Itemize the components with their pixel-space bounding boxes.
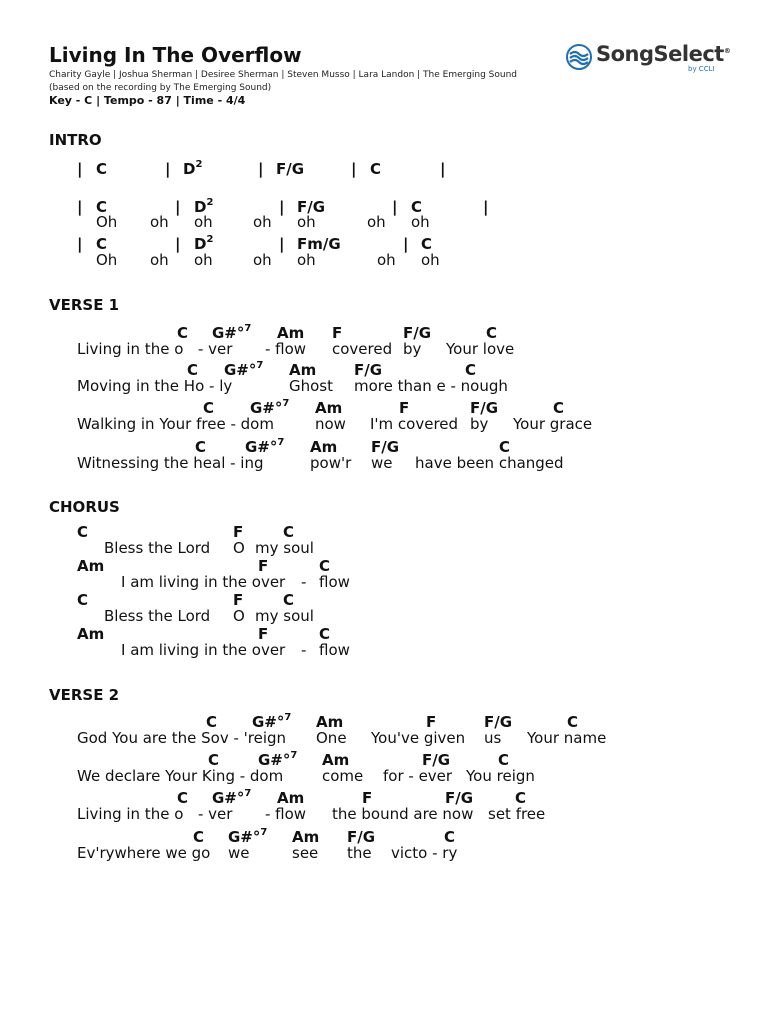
section-verse-2: VERSE 2 xyxy=(49,686,120,704)
lyric-fragment: Oh xyxy=(96,213,118,231)
lyric-fragment: Your grace xyxy=(513,415,593,433)
lyric-fragment: oh xyxy=(253,213,272,231)
chord-symbol: G#°$^7$ xyxy=(224,360,264,379)
chord-symbol: G#°$^7$ xyxy=(245,437,285,456)
lyric-fragment: flow xyxy=(319,641,350,659)
chord-symbol: Am xyxy=(77,625,105,643)
chord-symbol: C xyxy=(498,751,510,769)
chord-symbol: Am xyxy=(292,828,320,846)
chord-symbol: F/G xyxy=(422,751,451,769)
chord-symbol: C xyxy=(421,235,433,253)
lyric-fragment: O xyxy=(233,539,245,557)
chord-symbol: G#°$^7$ xyxy=(250,398,290,417)
chord-symbol: Am xyxy=(310,438,338,456)
chord-symbol: C xyxy=(499,438,511,456)
chord-symbol: Am xyxy=(315,399,343,417)
lyric-fragment: Bless the Lord xyxy=(104,607,211,625)
chord-symbol: Am xyxy=(316,713,344,731)
lyric-fragment: oh xyxy=(253,251,272,269)
lyric-fragment: I am living in the over xyxy=(121,573,286,591)
lyric-fragment: oh xyxy=(377,251,396,269)
lyric-fragment: - ver xyxy=(198,340,233,358)
chord-symbol: C xyxy=(515,789,527,807)
lyric-fragment: more than e - nough xyxy=(354,377,508,395)
bar-line: | xyxy=(77,235,83,253)
lyric-fragment: oh xyxy=(150,213,169,231)
lyric-fragment: victo - ry xyxy=(391,844,458,862)
lyric-fragment: Moving in the Ho - ly xyxy=(77,377,233,395)
lyric-fragment: Walking in Your free - dom xyxy=(77,415,274,433)
bar-line: | xyxy=(279,235,285,253)
lyric-fragment: covered xyxy=(332,340,393,358)
lyric-fragment: pow'r xyxy=(310,454,352,472)
chord-symbol: F xyxy=(233,523,244,541)
song-title: Living In The Overflow xyxy=(49,43,302,67)
chord-symbol: G#°$^7$ xyxy=(228,827,268,846)
chord-symbol: C xyxy=(553,399,565,417)
bar-line: | xyxy=(279,198,285,216)
lyric-fragment: my soul xyxy=(255,607,314,625)
bar-line: | xyxy=(403,235,409,253)
lyric-fragment: One xyxy=(316,729,347,747)
lyric-fragment: oh xyxy=(297,213,316,231)
chord-symbol: F xyxy=(399,399,410,417)
chord-symbol: C xyxy=(96,235,108,253)
bar-line: | xyxy=(483,198,489,216)
lyric-fragment: - ver xyxy=(198,805,233,823)
lyric-fragment: - xyxy=(301,573,307,591)
chord-symbol: F/G xyxy=(347,828,376,846)
lyric-fragment: oh xyxy=(150,251,169,269)
chord-symbol: C xyxy=(177,324,189,342)
chord-symbol: F/G xyxy=(403,324,432,342)
bar-line: | xyxy=(258,160,264,178)
lyric-fragment: now xyxy=(315,415,346,433)
section-verse-1: VERSE 1 xyxy=(49,296,120,314)
chord-symbol: F xyxy=(233,591,244,609)
lyric-fragment: oh xyxy=(194,251,213,269)
recording-note: (based on the recording by The Emerging Sound) xyxy=(49,83,272,93)
section-chorus: CHORUS xyxy=(49,498,120,516)
chord-symbol: C xyxy=(444,828,456,846)
chord-symbol: C xyxy=(187,361,199,379)
chord-symbol: C xyxy=(283,523,295,541)
lyric-fragment: flow xyxy=(319,573,350,591)
lyric-fragment: oh xyxy=(297,251,316,269)
lyric-fragment: I'm covered xyxy=(370,415,459,433)
lyric-fragment: for - ever xyxy=(383,767,453,785)
lyric-fragment: You've given xyxy=(371,729,466,747)
chord-symbol: C xyxy=(203,399,215,417)
lyric-fragment: us xyxy=(484,729,502,747)
chord-symbol: G#°$^7$ xyxy=(212,323,252,342)
chord-symbol: F xyxy=(258,625,269,643)
lyric-fragment: Witnessing the heal - ing xyxy=(77,454,264,472)
lyric-fragment: see xyxy=(292,844,319,862)
lyric-fragment: have been changed xyxy=(415,454,564,472)
bar-line: | xyxy=(392,198,398,216)
chord-symbol: Fm/G xyxy=(297,235,341,253)
chord-symbol: C xyxy=(319,557,331,575)
chord-symbol: C xyxy=(319,625,331,643)
lyric-fragment: Bless the Lord xyxy=(104,539,211,557)
chord-symbol: $D^2$ xyxy=(194,197,214,216)
bar-line: | xyxy=(175,235,181,253)
chord-symbol: G#°$^7$ xyxy=(258,750,298,769)
song-authors: Charity Gayle | Joshua Sherman | Desiree Sherman | Steven Musso | Lara Landon | The Emerging Sound xyxy=(49,70,518,80)
chord-symbol: C xyxy=(77,523,89,541)
chord-symbol: F/G xyxy=(354,361,383,379)
chord-symbol: C xyxy=(96,198,108,216)
section-intro: INTRO xyxy=(49,131,102,149)
logo-brand: SongSelect® xyxy=(596,42,731,66)
chord-symbol: C xyxy=(193,828,205,846)
lyric-fragment: we xyxy=(228,844,250,862)
lyric-fragment: we xyxy=(371,454,393,472)
chord-symbol: C xyxy=(283,591,295,609)
chord-symbol: C xyxy=(96,160,108,178)
lyric-fragment: Oh xyxy=(96,251,118,269)
bar-line: | xyxy=(77,160,83,178)
chord-symbol: C xyxy=(177,789,189,807)
lyric-fragment: set free xyxy=(488,805,546,823)
lyric-fragment: my soul xyxy=(255,539,314,557)
chord-symbol: C xyxy=(411,198,423,216)
lyric-fragment: Your name xyxy=(527,729,607,747)
songselect-icon xyxy=(566,44,592,70)
lyric-fragment: Living in the o xyxy=(77,340,184,358)
lyric-fragment: We declare Your King - dom xyxy=(77,767,284,785)
bar-line: | xyxy=(440,160,446,178)
lyric-fragment: God You are the Sov - 'reign xyxy=(77,729,287,747)
chord-symbol: Am xyxy=(277,324,305,342)
lyric-fragment: come xyxy=(322,767,364,785)
chord-symbol: F/G xyxy=(371,438,400,456)
bar-line: | xyxy=(165,160,171,178)
chord-symbol: Am xyxy=(277,789,305,807)
chord-symbol: C xyxy=(486,324,498,342)
chord-symbol: Am xyxy=(77,557,105,575)
lyric-fragment: I am living in the over xyxy=(121,641,286,659)
bar-line: | xyxy=(351,160,357,178)
lyric-fragment: the xyxy=(347,844,372,862)
chord-symbol: F/G xyxy=(297,198,326,216)
chord-symbol: G#°$^7$ xyxy=(212,788,252,807)
key-tempo-time: Key - C | Tempo - 87 | Time - 4/4 xyxy=(49,94,246,107)
chord-symbol: C xyxy=(77,591,89,609)
lyric-fragment: You reign xyxy=(466,767,535,785)
chord-symbol: Am xyxy=(322,751,350,769)
songselect-logo xyxy=(566,42,731,76)
lyric-fragment: - flow xyxy=(265,340,307,358)
lyric-fragment: oh xyxy=(367,213,386,231)
lyric-fragment: Living in the o xyxy=(77,805,184,823)
lyric-fragment: Ev'rywhere we go xyxy=(77,844,211,862)
chord-symbol: F xyxy=(426,713,437,731)
chord-symbol: Am xyxy=(289,361,317,379)
lyric-fragment: oh xyxy=(411,213,430,231)
chord-symbol: F xyxy=(258,557,269,575)
chord-symbol: C xyxy=(370,160,382,178)
lyric-fragment: - flow xyxy=(265,805,307,823)
chord-symbol: F/G xyxy=(484,713,513,731)
lyric-fragment: oh xyxy=(194,213,213,231)
chord-symbol: C xyxy=(465,361,477,379)
chord-symbol: F/G xyxy=(276,160,305,178)
chord-symbol: F xyxy=(362,789,373,807)
lyric-fragment: O xyxy=(233,607,245,625)
lyric-fragment: the bound are now xyxy=(332,805,474,823)
bar-line: | xyxy=(175,198,181,216)
lyric-fragment: - xyxy=(301,641,307,659)
logo-byline: by CCLI xyxy=(688,65,715,73)
lyric-fragment: by xyxy=(470,415,489,433)
lyric-fragment: oh xyxy=(421,251,440,269)
chord-symbol: F/G xyxy=(470,399,499,417)
bar-line: | xyxy=(77,198,83,216)
chord-symbol: G#°$^7$ xyxy=(252,712,292,731)
chord-symbol: F xyxy=(332,324,343,342)
chord-symbol: C xyxy=(208,751,220,769)
chord-symbol: $D^2$ xyxy=(183,159,203,178)
lyric-fragment: Your love xyxy=(446,340,515,358)
lyric-fragment: Ghost xyxy=(289,377,334,395)
chord-symbol: $D^2$ xyxy=(194,234,214,253)
chord-symbol: C xyxy=(567,713,579,731)
chord-symbol: C xyxy=(195,438,207,456)
lyric-fragment: by xyxy=(403,340,422,358)
chord-symbol: C xyxy=(206,713,218,731)
chord-symbol: F/G xyxy=(445,789,474,807)
